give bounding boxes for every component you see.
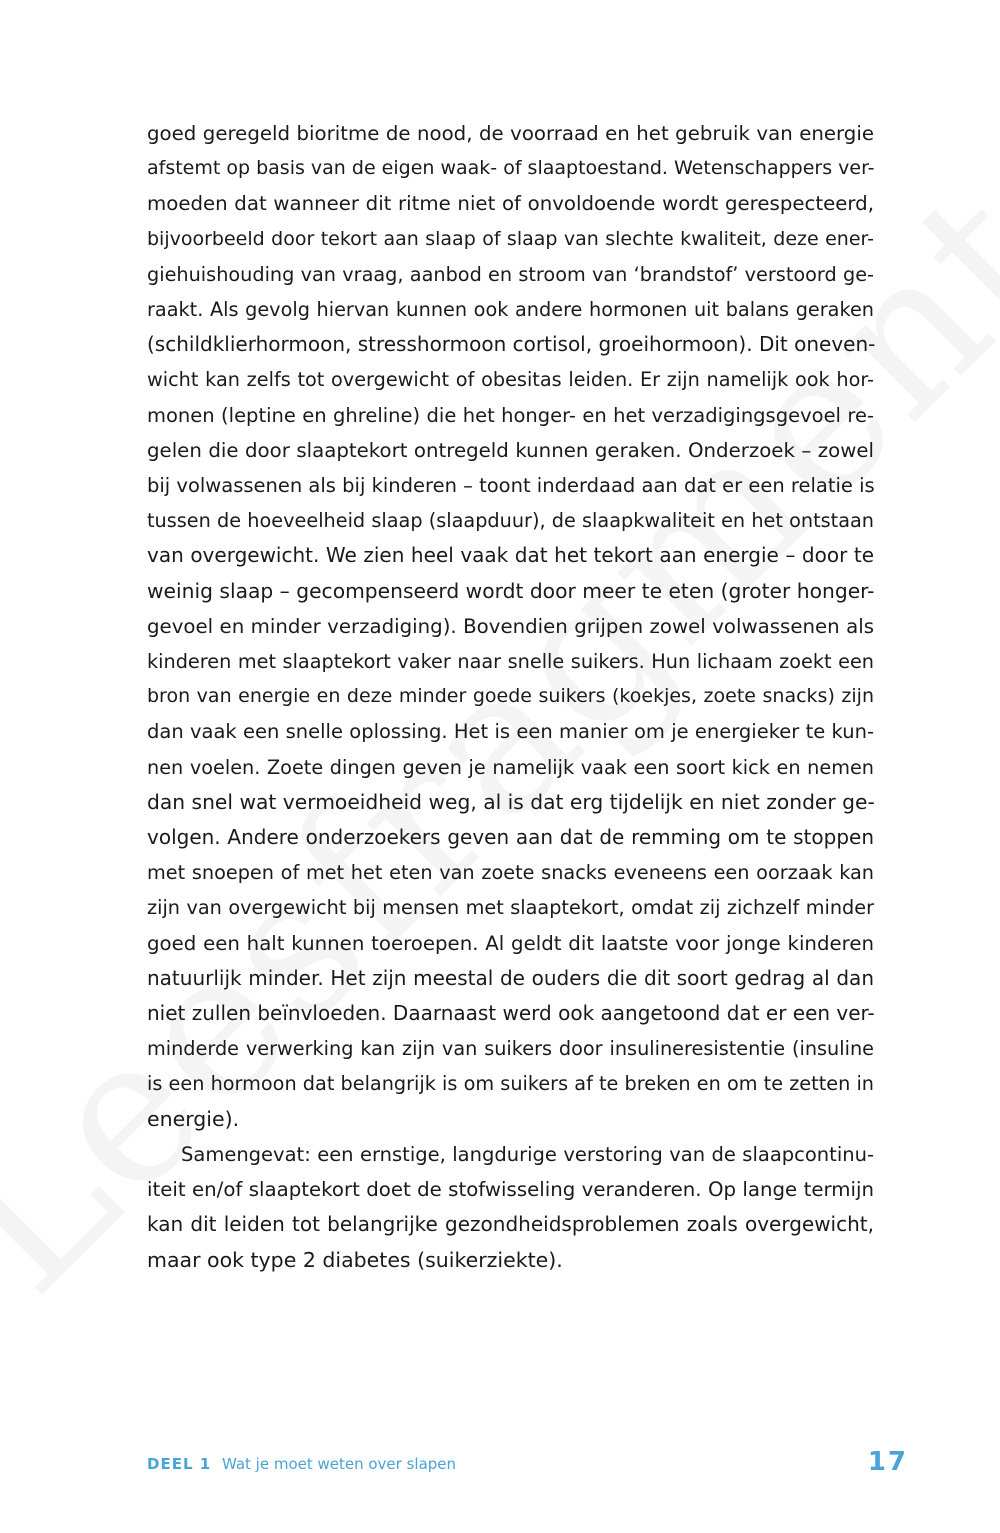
page-number: 17 [867, 1447, 908, 1477]
text-line: giehuishouding van vraag, aanbod en stroom van ‘brandstof’ verstoord ge- [147, 262, 874, 286]
text-line: van overgewicht. We zien heel vaak dat het tekort aan energie – door te [147, 543, 874, 568]
text-line: goed geregeld bioritme de nood, de voorraad en het gebruik van energie [147, 122, 874, 145]
text-line: is een hormoon dat belangrijk is om suikers af te breken en om te zetten in [147, 1072, 874, 1096]
text-line: dan vaak een snelle oplossing. Het is een manier om je energieker te kun- [147, 720, 874, 744]
text-line: bron van energie en deze minder goede suikers (koekjes, zoete snacks) zijn [147, 685, 874, 708]
paragraph-2 [147, 1137, 874, 1278]
text-line: niet zullen beïnvloeden. Daarnaast werd ook aangetoond dat er een ver- [147, 1001, 875, 1026]
text-line: goed een halt kunnen toeroepen. Al geldt dit laatste voor jonge kinderen [147, 931, 874, 955]
text-line: maar ook type 2 diabetes (suikerziekte). [147, 1247, 563, 1272]
text-line: bijvoorbeeld door tekort aan slaap of slaap van slechte kwaliteit, deze ener- [147, 227, 874, 250]
text-line: weinig slaap – gecompenseerd wordt door meer te eten (groter honger- [147, 578, 875, 603]
text-line: Samengevat: een ernstige, langdurige verstoring van de slaapcontinu- [181, 1142, 874, 1166]
text-line: met snoepen of met het eten van zoete snacks eveneens een oorzaak kan [147, 861, 874, 885]
text-line: raakt. Als gevolg hiervan kunnen ook andere hormonen uit balans geraken [147, 298, 874, 322]
text-line: nen voelen. Zoete dingen geven je namelijk vaak een soort kick en nemen [147, 755, 874, 779]
text-line: natuurlijk minder. Het zijn meestal de ouders die dit soort gedrag al dan [147, 965, 874, 990]
running-footer [147, 1455, 456, 1473]
text-line: iteit en/of slaaptekort doet de stofwisseling veranderen. Op lange termijn [147, 1178, 874, 1202]
text-line: minderde verwerking kan zijn van suikers door insulineresistentie (insuline [147, 1037, 874, 1061]
text-line: gevoel en minder verzadiging). Bovendien grijpen zowel volwassenen als [147, 614, 874, 638]
text-line: gelen die door slaaptekort ontregeld kunnen geraken. Onderzoek – zowel [147, 438, 874, 462]
chapter-title: Wat je moet weten over slapen [221, 1455, 457, 1473]
text-line: zijn van overgewicht bij mensen met slaaptekort, omdat zij zichzelf minder [147, 896, 874, 920]
text-line: (schildklierhormoon, stresshormoon cortisol, groeihormoon). Dit oneven- [147, 332, 876, 357]
text-line: energie). [147, 1106, 240, 1131]
paragraph-1 [147, 116, 874, 1137]
part-label: DEEL 1 [147, 1455, 212, 1473]
text-line: afstemt op basis van de eigen waak- of slaaptoestand. Wetenschappers ver- [147, 157, 875, 180]
text-line: dan snel wat vermoeidheid weg, al is dat erg tijdelijk en niet zonder ge- [147, 789, 875, 814]
text-line: bij volwassenen als bij kinderen – toont inderdaad aan dat er een relatie is [147, 474, 875, 498]
text-line: moeden dat wanneer dit ritme niet of onvoldoende wordt gerespecteerd, [147, 192, 874, 216]
text-line: monen (leptine en ghreline) die het honger- en het verzadigingsgevoel re- [147, 403, 874, 427]
body-text [147, 116, 874, 1278]
text-line: tussen de hoeveelheid slaap (slaapduur), de slaapkwaliteit en het ontstaan [147, 509, 874, 533]
text-line: volgen. Andere onderzoekers geven aan dat de remming om te stoppen [147, 825, 874, 850]
text-line: wicht kan zelfs tot overgewicht of obesitas leiden. Er zijn namelijk ook hor- [147, 368, 874, 392]
text-line: kan dit leiden tot belangrijke gezondheidsproblemen zoals overgewicht, [147, 1212, 874, 1237]
text-line: kinderen met slaaptekort vaker naar snelle suikers. Hun lichaam zoekt een [147, 650, 874, 674]
